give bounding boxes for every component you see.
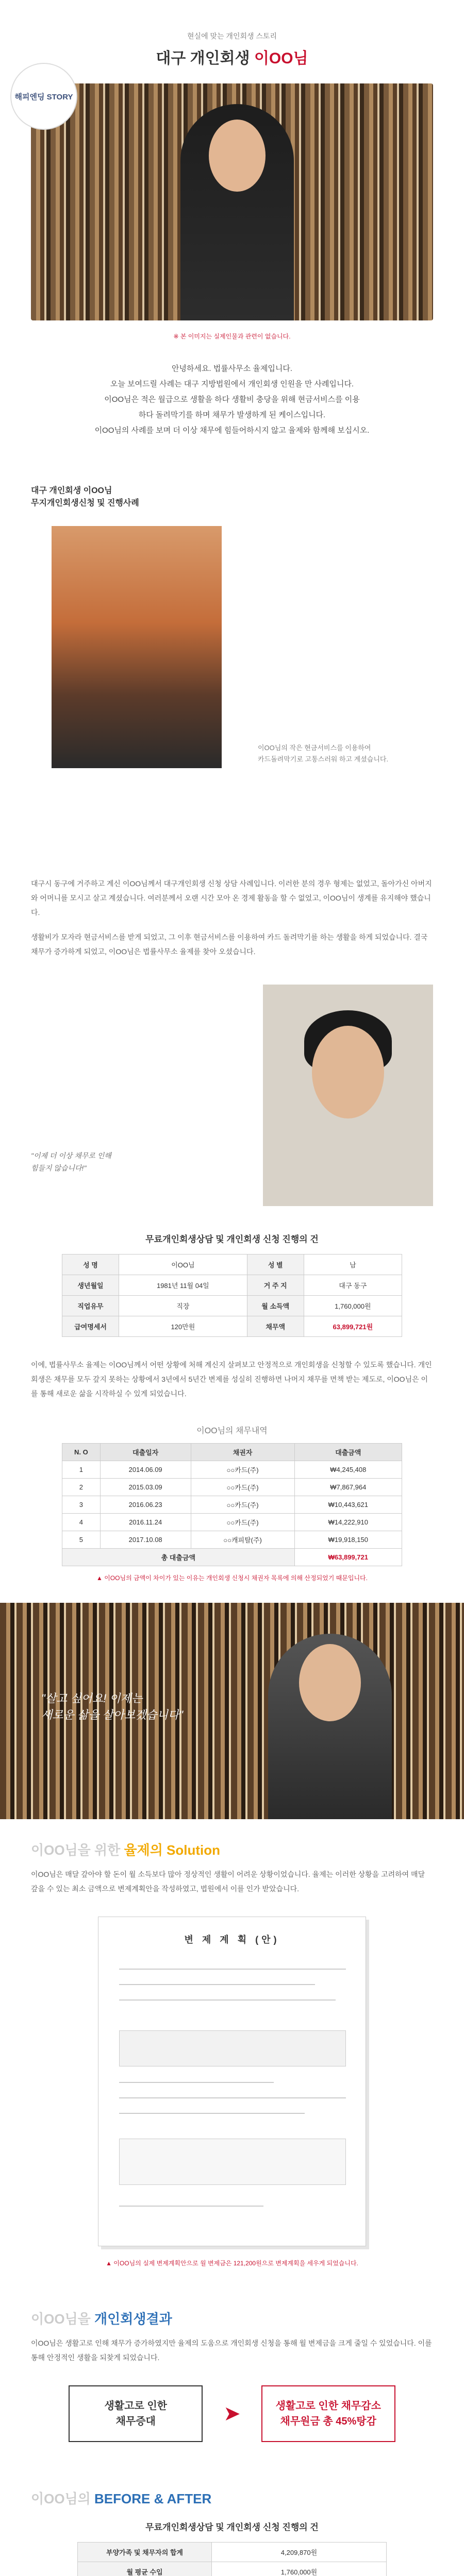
cell: 1 xyxy=(62,1461,101,1479)
person-face xyxy=(299,1644,361,1721)
before-after-prefix: 이OO님의 xyxy=(31,2491,95,2506)
table-total-row xyxy=(62,1549,402,1566)
table-value: 이OO님 xyxy=(119,1255,247,1275)
solution-heading xyxy=(31,1840,464,1859)
case-tag-line: 무지개인회생신청 및 진행사례 xyxy=(31,499,139,507)
column-header: 대출금액 xyxy=(294,1444,402,1461)
table-key: 월 평균 수입 xyxy=(78,2562,212,2576)
intro-line: 하다 돌려막기를 하며 채무가 발생하게 된 케이스입니다. xyxy=(138,411,326,419)
table-key: 거 주 지 xyxy=(247,1275,304,1296)
portrait-photo xyxy=(52,526,222,768)
table-row xyxy=(62,1479,402,1496)
solution-heading-prefix: 이OO님을 위한 xyxy=(31,1842,124,1858)
document-table xyxy=(119,2139,346,2185)
intro-line: 안녕하세요. 법률사무소 율제입니다. xyxy=(171,364,293,373)
table-value: 4,209,870원 xyxy=(212,2543,387,2562)
plan-caption: ▲ 이OO님의 실제 변제계획안으로 월 변제금은 121,200원으로 변제계획을 세우게 되었습니다. xyxy=(106,2260,358,2267)
story-paragraph: 대구시 동구에 거주하고 계신 이OO님께서 대구개인회생 신청 상담 사례입니다. 이러한 분의 경우 형제는 없었고, 돌아가신 아버지와 어머니를 모시고 살고 계셨습니다. 여러분께서 오랜 시간 모아 온 경제 활동을 할 수 없었고, 이OO님이 생계를 유지해야 했습니다. xyxy=(31,879,432,917)
cell: ○○카드(주) xyxy=(191,1514,294,1531)
quote-section xyxy=(0,985,464,1206)
table-row xyxy=(62,1461,402,1479)
cell: ₩7,867,964 xyxy=(294,1479,402,1496)
table-key: 부양가족 및 채무자의 합계 xyxy=(78,2543,212,2562)
table-row xyxy=(62,1514,402,1531)
document-line xyxy=(119,1999,336,2001)
case-tag-line: 대구 개인회생 이OO님 xyxy=(31,486,112,495)
table-row xyxy=(62,1531,402,1549)
cell: 5 xyxy=(62,1531,101,1549)
cell: ₩19,918,150 xyxy=(294,1531,402,1549)
title-name: 이OO님 xyxy=(254,50,308,67)
page-title xyxy=(0,45,464,68)
cell: 4 xyxy=(62,1514,101,1531)
column-header: 채권자 xyxy=(191,1444,294,1461)
intro-line: 오늘 보여드릴 사례는 대구 지방법원에서 개인회생 인원을 만 사례입니다. xyxy=(110,380,354,388)
debt-table xyxy=(62,1443,402,1566)
result-heading-bold: 개인회생결과 xyxy=(94,2311,172,2327)
table-key: 성 명 xyxy=(62,1255,119,1275)
solution-paragraph: 이OO님은 매달 갚아야 할 돈이 월 소득보다 많아 정상적인 생활이 어려운 상황이었습니다. 율제는 이러한 상황을 고려하여 매달 갚을 수 있는 최소 금액으로 변제계획안을 작성하였고, 법원에서 이를 인가 받았습니다. xyxy=(31,1870,425,1893)
side-note: 이OO님의 작은 현금서비스를 이용하여 카드돌려막기로 고통스러워 하고 계셨습니다. xyxy=(258,744,389,763)
result-table-title: 무료개인회생상담 및 개인회생 신청 진행의 건 xyxy=(145,2522,319,2532)
table-key: 직업유무 xyxy=(62,1296,119,1316)
table-key: 급여명세서 xyxy=(62,1316,119,1337)
hero-caption: ※ 본 이미지는 실제인물과 관련이 없습니다. xyxy=(173,333,291,340)
wide-photo xyxy=(0,1603,464,1819)
case-tag xyxy=(31,485,464,510)
table-row xyxy=(62,1496,402,1514)
table-row xyxy=(78,2562,387,2576)
repayment-plan-document xyxy=(98,1917,366,2246)
document-line xyxy=(119,2097,346,2098)
document-table xyxy=(119,2030,346,2066)
document-line xyxy=(119,2113,305,2114)
before-after-heading xyxy=(31,2488,464,2507)
info-table-title: 무료개인회생상담 및 개인회생 신청 진행의 건 xyxy=(145,1234,319,1244)
person-photo xyxy=(263,985,433,1206)
cell: ○○캐피탈(주) xyxy=(191,1531,294,1549)
column-header: 대출일자 xyxy=(100,1444,191,1461)
cell: 2015.03.09 xyxy=(100,1479,191,1496)
table-row xyxy=(62,1316,402,1337)
wide-quote: "살고 싶어요! 이제는 새로운 삶을 살아보겠습니다" xyxy=(41,1692,184,1721)
table-value: 1981년 11월 04일 xyxy=(119,1275,247,1296)
debt-title: 이OO님의 채무내역 xyxy=(196,1427,268,1435)
cell: ₩4,245,408 xyxy=(294,1461,402,1479)
table-value: 1,760,000원 xyxy=(304,1296,402,1316)
cell: ₩10,443,621 xyxy=(294,1496,402,1514)
table-value: 남 xyxy=(304,1255,402,1275)
solution-heading-bold: 율제의 Solution xyxy=(124,1842,221,1858)
case-section xyxy=(0,485,464,876)
table-key: 생년월일 xyxy=(62,1275,119,1296)
document-line xyxy=(119,1969,346,1970)
table-key: 월 소득액 xyxy=(247,1296,304,1316)
story-badge: 해피엔딩 STORY xyxy=(10,63,77,130)
after-box: 생활고로 인한 채무감소 채무원금 총 45%탕감 xyxy=(261,2385,395,2442)
quote-text: "이제 더 이상 채무로 인해 힘들지 않습니다!" xyxy=(31,1151,111,1172)
total-label: 총 대출금액 xyxy=(62,1549,295,1566)
cell: 2016.06.23 xyxy=(100,1496,191,1514)
cell: ○○카드(주) xyxy=(191,1496,294,1514)
before-box: 생활고로 인한 채무증대 xyxy=(69,2385,203,2442)
person-face xyxy=(209,120,266,192)
document-line xyxy=(119,2206,263,2207)
document-line xyxy=(119,1984,315,1985)
result-flow xyxy=(0,2385,464,2442)
header-subtitle: 현실에 맞는 개인회생 스토리 xyxy=(187,32,277,40)
table-row xyxy=(62,1275,402,1296)
document-title: 변 제 계 획 (안) xyxy=(184,1935,280,1945)
result-paragraph: 이OO님은 생활고로 인해 채무가 증가하였지만 율제의 도움으로 개인회생 신청을 통해 월 변제금을 크게 줄일 수 있었습니다. 이를 통해 안정적인 생활을 되찾게 되었습니다. xyxy=(31,2339,432,2362)
cell: 2014.06.09 xyxy=(100,1461,191,1479)
table-row xyxy=(62,1296,402,1316)
debt-note: ▲ 이OO님의 금액이 차이가 있는 이유는 개인회생 신청시 채권자 목록에 의해 산정되었기 때문입니다. xyxy=(96,1574,368,1582)
hero-image xyxy=(14,83,433,320)
cell: 2016.11.24 xyxy=(100,1514,191,1531)
result-heading xyxy=(31,2309,464,2328)
table-key: 성 별 xyxy=(247,1255,304,1275)
cell: ○○카드(주) xyxy=(191,1461,294,1479)
story-paragraph: 생활비가 모자라 현금서비스를 받게 되었고, 그 이후 현금서비스를 이용하여 카드 돌려막기를 하는 생활을 하게 되었습니다. 결국 채무가 증가하게 되었고, 이OO님은 법률사무소 율제를 찾아 오셨습니다. xyxy=(31,933,428,956)
cell: 2017.10.08 xyxy=(100,1531,191,1549)
column-header: N. O xyxy=(62,1444,101,1461)
result-heading-prefix: 이OO님을 xyxy=(31,2311,95,2327)
face-shape xyxy=(312,1026,384,1118)
table-header-row xyxy=(62,1444,402,1461)
intro-line: 이OO님은 적은 월급으로 생활을 하다 생활비 충당을 위해 현금서비스를 이용 xyxy=(104,395,360,404)
total-value: ₩63,899,721 xyxy=(294,1549,402,1566)
debt-amount: 63,899,721원 xyxy=(304,1316,402,1337)
table-key: 채무액 xyxy=(247,1316,304,1337)
cell: ○○카드(주) xyxy=(191,1479,294,1496)
table-value: 직장 xyxy=(119,1296,247,1316)
result-table xyxy=(77,2542,387,2576)
table-value: 대구 동구 xyxy=(304,1275,402,1296)
table-row xyxy=(78,2543,387,2562)
document-line xyxy=(119,2082,274,2083)
info-table xyxy=(62,1254,402,1337)
intro-line: 이OO님의 사례를 보며 더 이상 채무에 힘들어하시지 않고 율제와 함께해 보십시오. xyxy=(94,426,370,435)
table-row xyxy=(62,1255,402,1275)
intro-text xyxy=(0,361,464,438)
cell: 2 xyxy=(62,1479,101,1496)
title-prefix: 대구 개인회생 xyxy=(156,50,254,67)
before-after-section xyxy=(0,2488,464,2576)
result-section xyxy=(0,2309,464,2442)
header xyxy=(0,0,464,68)
cell: ₩14,222,910 xyxy=(294,1514,402,1531)
arrow-right-icon: ➤ xyxy=(223,2402,241,2425)
table-value: 1,760,000원 xyxy=(212,2562,387,2576)
table-value: 120만원 xyxy=(119,1316,247,1337)
before-after-bold: BEFORE & AFTER xyxy=(94,2491,212,2506)
story-paragraph: 이에, 법률사무소 율제는 이OO님께서 어떤 상황에 처해 계신지 살펴보고 안정적으로 개인회생을 신청할 수 있도록 했습니다. 개인회생은 채무를 모두 갚지 못하는 상황에서 3년에서 5년간 변제를 성실히 진행하면 나머지 채무를 면책 받는 제도로, 이OO님은 이를 통해 새로운 삶을 시작하실 수 있게 되었습니다. xyxy=(31,1361,432,1398)
cell: 3 xyxy=(62,1496,101,1514)
